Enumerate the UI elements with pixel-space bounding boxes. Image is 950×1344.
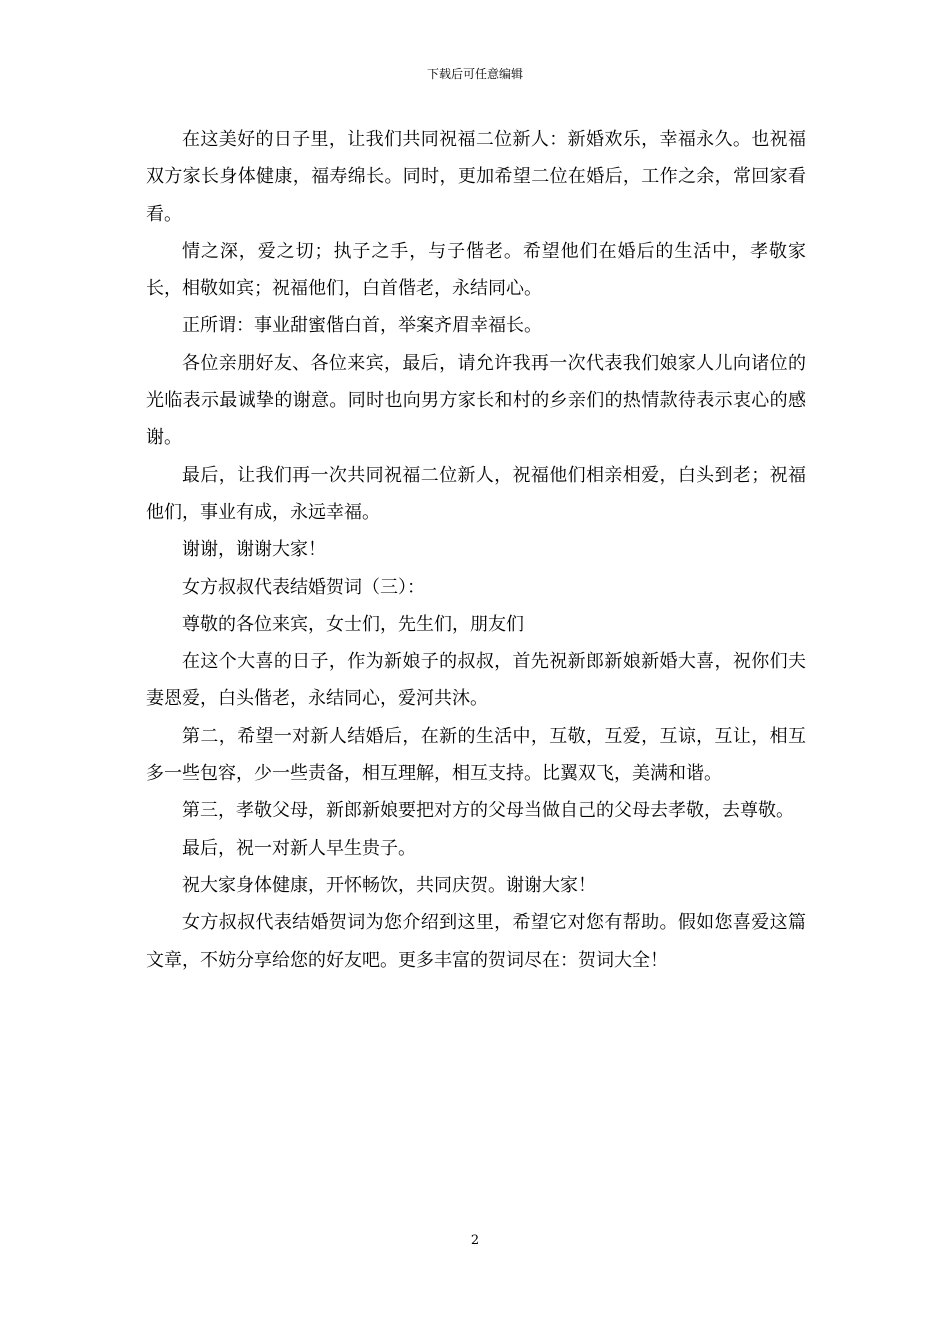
page-header: 下载后可任意编辑 bbox=[426, 67, 523, 81]
paragraph: 各位亲朋好友、各位来宾，最后，请允许我再一次代表我们娘家人儿向诸位的光临表示最诚挚的谢意。同时也向男方家长和村的乡亲们的热情款待表示衷心的感谢。 bbox=[146, 352, 806, 449]
paragraph: 在这个大喜的日子，作为新娘子的叔叔，首先祝新郎新娘新婚大喜，祝你们夫妻恩爱，白头偕老，永结同心，爱河共沐。 bbox=[146, 651, 806, 710]
paragraph: 情之深，爱之切；执子之手，与子偕老。希望他们在婚后的生活中，孝敬家长，相敬如宾；祝福他们，白首偕老，永结同心。 bbox=[146, 240, 806, 300]
paragraph: 最后，祝一对新人早生贵子。 bbox=[182, 837, 416, 859]
paragraph: 谢谢，谢谢大家！ bbox=[182, 539, 326, 561]
paragraph: 尊敬的各位来宾，女士们，先生们，朋友们 bbox=[182, 613, 524, 635]
paragraph: 第三，孝敬父母，新郎新娘要把对方的父母当做自己的父母去孝敬，去尊敬。 bbox=[182, 800, 794, 822]
paragraph: 在这美好的日子里，让我们共同祝福二位新人：新婚欢乐，幸福永久。也祝福双方家长身体健康，福寿绵长。同时，更加希望二位在婚后，工作之余，常回家看看。 bbox=[146, 129, 806, 225]
paragraph: 女方叔叔代表结婚贺词为您介绍到这里，希望它对您有帮助。假如您喜爱这篇文章，不妨分享给您的好友吧。更多丰富的贺词尽在：贺词大全！ bbox=[146, 912, 806, 971]
paragraph: 祝大家身体健康，开怀畅饮，共同庆贺。谢谢大家！ bbox=[182, 874, 596, 896]
paragraph: 第二，希望一对新人结婚后，在新的生活中，互敬，互爱，互谅，互让，相互多一些包容，少一些责备，相互理解，相互支持。比翼双飞，美满和谐。 bbox=[146, 725, 806, 785]
page-number: 2 bbox=[470, 1233, 480, 1248]
paragraph: 正所谓：事业甜蜜偕白首，举案齐眉幸福长。 bbox=[182, 315, 542, 337]
paragraph: 女方叔叔代表结婚贺词（三）： bbox=[182, 576, 425, 598]
paragraph: 最后，让我们再一次共同祝福二位新人，祝福他们相亲相爱，白头到老；祝福他们，事业有成，永远幸福。 bbox=[146, 464, 806, 523]
document-body bbox=[146, 121, 806, 979]
